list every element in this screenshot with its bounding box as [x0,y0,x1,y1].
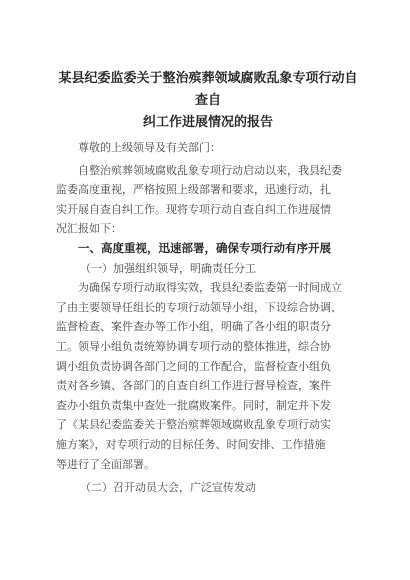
paragraph-line: 等进行了全面部署。 [56,457,155,471]
paragraph-line: 查办小组负责集中查处一批腐败案件。同时，制定并下发 [56,398,331,412]
title-line-2: 纠工作进展情况的报告 [142,115,273,130]
paragraph-line: 工。领导小组负责统筹协调专项行动的整体推进，综合协 [56,339,331,353]
document-body [56,138,356,498]
subsection-1-heading: （一）加强组织领导，明确责任分工 [80,261,256,275]
document-title [58,68,358,134]
intro-line: 实开展自查自纠工作。现将专项行动自查自纠工作进展情 [56,202,331,216]
intro-line: 监委高度重视，严格按照上级部署和要求，迅速行动，扎 [56,183,331,197]
subsection-2-heading: （二）召开动员大会，广泛宣传发动 [80,481,256,495]
paragraph-line: 监督检查、案件查办等工作小组，明确了各小组的职责分 [56,320,331,334]
paragraph-line: 为确保专项行动取得实效，我县纪委监委第一时间成立 [78,281,342,295]
paragraph-line: 责对各乡镇、各部门的自查自纠工作进行督导检查，案件 [56,379,331,393]
salutation: 尊敬的上级领导及有关部门： [78,141,221,154]
title-line-1: 某县纪委监委关于整治殡葬领域腐败乱象专项行动自查自 [58,71,358,108]
intro-line: 自整治殡葬领域腐败乱象专项行动启动以来，我县纪委 [78,163,342,177]
intro-line: 况汇报如下： [56,222,122,236]
section-1-heading: 一、高度重视，迅速部署，确保专项行动有序开展 [78,240,331,255]
paragraph-line: 了《某县纪委监委关于整治殡葬领域腐败乱象专项行动实 [56,418,331,432]
paragraph-line: 了由主要领导任组长的专项行动领导小组，下设综合协调、 [56,300,342,314]
paragraph-line: 调小组负责协调各部门之间的工作配合，监督检查小组负 [56,359,331,373]
paragraph-line: 施方案》，对专项行动的目标任务、时间安排、工作措施 [56,437,326,451]
